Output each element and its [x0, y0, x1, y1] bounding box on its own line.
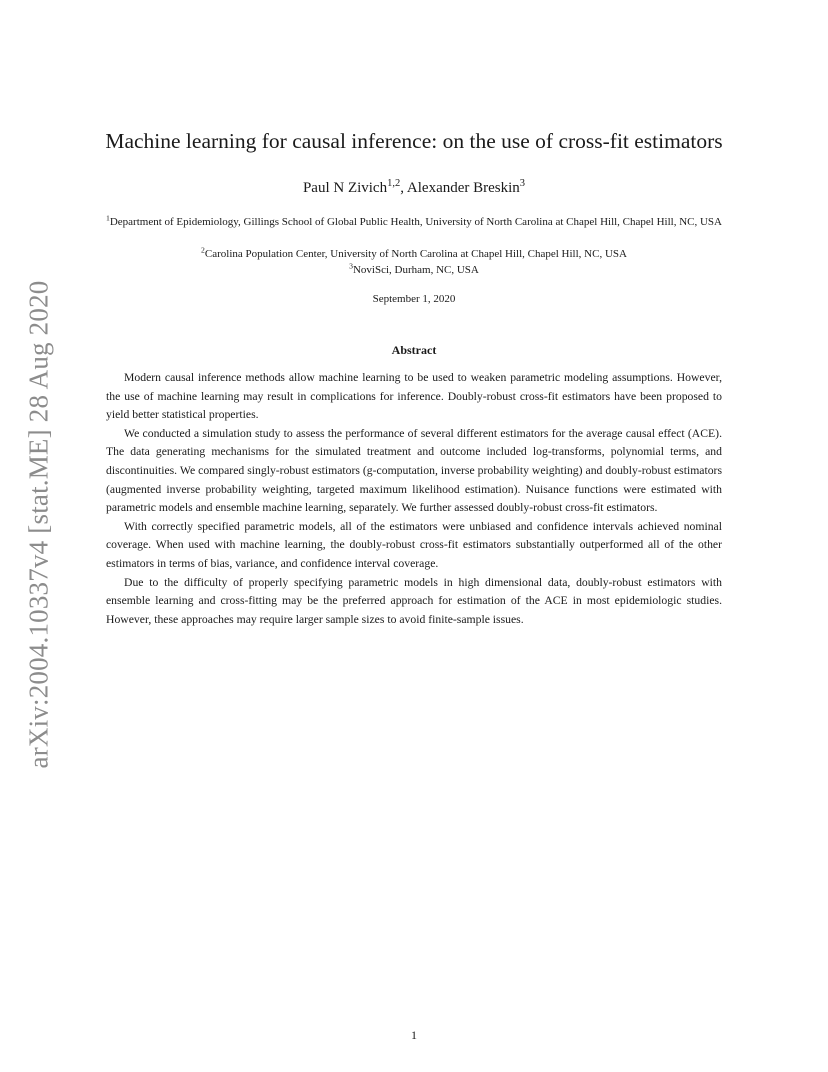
author-name: Paul N Zivich [302, 180, 388, 196]
page-number: 1 [411, 1028, 417, 1042]
affiliation [76, 214, 752, 230]
author-separator: , [400, 180, 407, 196]
abstract-paragraph: We conducted a simulation study to assess the performance of several different estimators for the average causal effect (ACE). The data generating mechanisms for the simulated treatment and outcome included log-transforms, polynomial terms, and discontinuities. We compared singly-robust estimators (g-computation, inverse probability weighting) and doubly-robust estimators (augmented inverse probability weighting, targeted maximum likelihood estimation). Nuisance functions were estimated with parametric models and ensemble machine learning, separately. We further assessed doubly-robust cross-fit estimators. [106, 426, 722, 515]
affiliation-text: Carolina Population Center, University of North Carolina at Chapel Hill, Chapel Hill, NC, USA [204, 248, 627, 260]
publication-date: September 1, 2020 [372, 293, 456, 305]
abstract-paragraph: With correctly specified parametric models, all of the estimators were unbiased and confidence intervals achieved nominal coverage. When used with machine learning, the doubly-robust cross-fit estimators substantially outperformed all of the other estimators in terms of bias, variance, and confidence interval coverage. [106, 519, 722, 570]
affiliation [76, 262, 752, 278]
author-affiliation-marker: 1,2 [387, 178, 401, 189]
affiliation-marker: 3 [349, 261, 353, 271]
affiliation-text: NoviSci, Durham, NC, USA [352, 264, 479, 276]
abstract-paragraph: Due to the difficulty of properly specifying parametric models in high dimensional data, doubly-robust estimators with ensemble learning and cross-fitting may be the preferred approach for estimation of the ACE in most epidemiologic studies. However, these approaches may require larger sample sizes to avoid finite-sample issues. [106, 575, 722, 626]
affiliation-marker: 1 [106, 213, 110, 223]
affiliation-text: Department of Epidemiology, Gillings School of Global Public Health, University of North Carolina at Chapel Hill, Chapel Hill, NC, USA [109, 216, 722, 228]
abstract-body [106, 369, 722, 629]
abstract-heading: Abstract [391, 343, 437, 357]
author-affiliation-marker: 3 [519, 178, 526, 189]
author-list [0, 180, 828, 197]
paper-title: Machine learning for causal inference: on the use of cross-fit estimators [105, 129, 723, 153]
affiliation [76, 246, 752, 262]
arxiv-identifier-text: arXiv:2004.10337v4 [stat.ME] 28 Aug 2020 [23, 280, 54, 769]
affiliation-marker: 2 [201, 245, 205, 255]
author-name: Alexander Breskin [406, 180, 520, 196]
abstract-paragraph: Modern causal inference methods allow machine learning to be used to weaken parametric modeling assumptions. However, the use of machine learning may result in complications for inference. Doubly-robust cross-fit estimators have been proposed to yield better statistical properties. [106, 371, 722, 422]
